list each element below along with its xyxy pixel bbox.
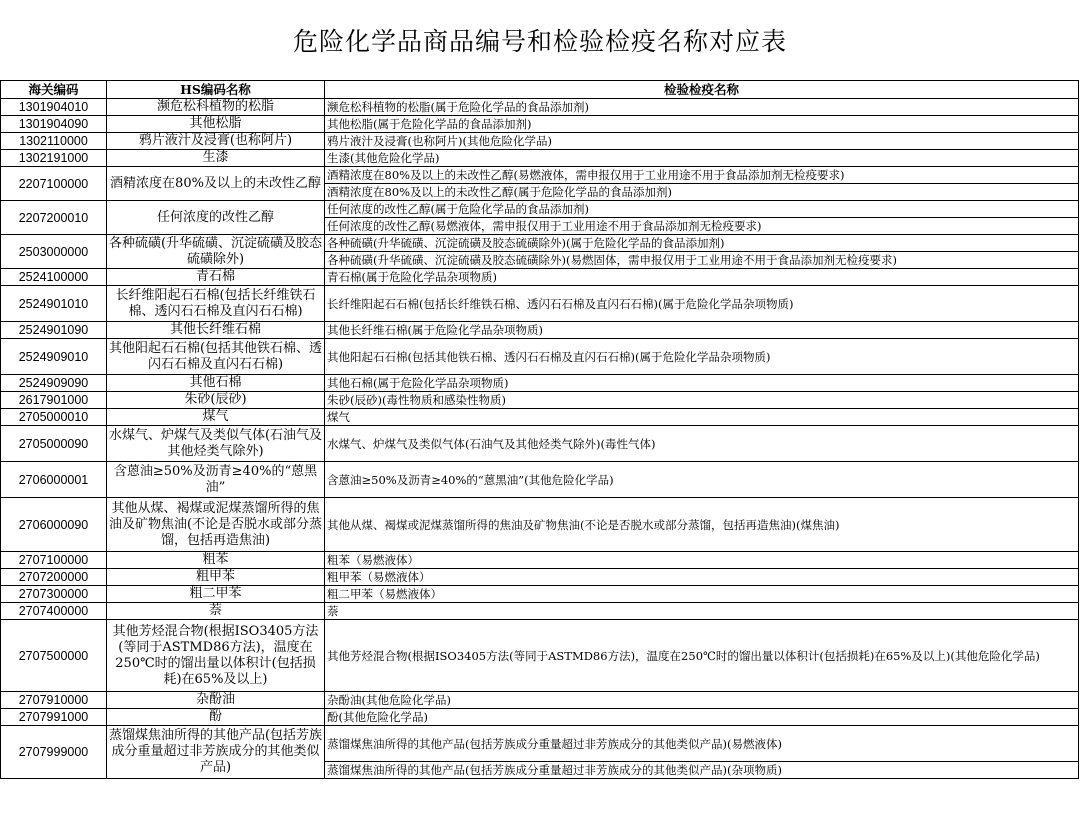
column-header-hs-name: HS编码名称 [107,81,325,99]
column-header-code: 海关编码 [1,81,107,99]
customs-code-cell: 1301904090 [1,116,107,133]
inspection-name-cell: 任何浓度的改性乙醇(属于危险化学品的食品添加剂) [325,201,1079,218]
hs-name-cell: 其他石棉 [107,375,325,392]
hs-name-cell: 酒精浓度在80%及以上的未改性乙醇 [107,167,325,201]
inspection-name-cell: 朱砂(辰砂)(毒性物质和感染性物质) [325,392,1079,409]
hs-name-cell: 濒危松科植物的松脂 [107,99,325,116]
inspection-name-cell: 粗二甲苯（易燃液体） [325,586,1079,603]
hs-name-cell: 长纤维阳起石石棉(包括长纤维铁石棉、透闪石石棉及直闪石石棉) [107,286,325,322]
hs-name-cell: 粗二甲苯 [107,586,325,603]
inspection-name-cell: 萘 [325,603,1079,620]
table-row [1,552,1079,569]
hs-name-cell: 蒸馏煤焦油所得的其他产品(包括芳族成分重量超过非芳族成分的其他类似产品) [107,726,325,779]
inspection-name-cell: 酒精浓度在80%及以上的未改性乙醇(属于危险化学品的食品添加剂) [325,184,1079,201]
customs-code-cell: 2207100000 [1,167,107,201]
inspection-name-cell: 酒精浓度在80%及以上的未改性乙醇(易燃液体，需申报仅用于工业用途不用于食品添加剂无检疫要求) [325,167,1079,184]
customs-code-cell: 2617901000 [1,392,107,409]
inspection-name-cell: 长纤维阳起石石棉(包括长纤维铁石棉、透闪石石棉及直闪石石棉)(属于危险化学品杂项物质) [325,286,1079,322]
inspection-name-cell: 其他松脂(属于危险化学品的食品添加剂) [325,116,1079,133]
customs-code-cell: 2706000090 [1,498,107,552]
inspection-name-cell: 其他石棉(属于危险化学品杂项物质) [325,375,1079,392]
table-row [1,426,1079,462]
inspection-name-cell: 酚(其他危险化学品) [325,709,1079,726]
customs-code-cell: 2524901010 [1,286,107,322]
inspection-name-cell: 各种硫磺(升华硫磺、沉淀硫磺及胶态硫磺除外)(属于危险化学品的食品添加剂) [325,235,1079,252]
customs-code-cell: 2705000090 [1,426,107,462]
table-row [1,286,1079,322]
hs-name-cell: 煤气 [107,409,325,426]
inspection-name-cell: 青石棉(属于危险化学品杂项物质) [325,269,1079,286]
customs-code-cell: 1302191000 [1,150,107,167]
hs-name-cell: 各种硫磺(升华硫磺、沉淀硫磺及胶态硫磺除外) [107,235,325,269]
table-row [1,322,1079,339]
hs-name-cell: 酚 [107,709,325,726]
table-header-row [1,81,1079,99]
inspection-name-cell: 水煤气、炉煤气及类似气体(石油气及其他烃类气除外)(毒性气体) [325,426,1079,462]
table-row [1,392,1079,409]
customs-code-cell: 2524909090 [1,375,107,392]
inspection-name-cell: 各种硫磺(升华硫磺、沉淀硫磺及胶态硫磺除外)(易燃固体，需申报仅用于工业用途不用于食品添加剂无检疫要求) [325,252,1079,269]
table-row [1,116,1079,133]
table-row [1,235,1079,252]
customs-code-cell: 2707999000 [1,726,107,779]
table-row [1,99,1079,116]
customs-code-cell: 2707200000 [1,569,107,586]
customs-code-cell: 2707300000 [1,586,107,603]
inspection-name-cell: 其他芳烃混合物(根据ISO3405方法(等同于ASTMD86方法)，温度在250℃时的馏出量以体积计(包括损耗)在65%及以上)(其他危险化学品) [325,620,1079,692]
inspection-name-cell: 其他从煤、褐煤或泥煤蒸馏所得的焦油及矿物焦油(不论是否脱水或部分蒸馏，包括再造焦油)(煤焦油) [325,498,1079,552]
page-title: 危险化学品商品编号和检验检疫名称对应表 [292,27,787,56]
hs-name-cell: 萘 [107,603,325,620]
table-row [1,462,1079,498]
inspection-name-cell: 其他阳起石石棉(包括其他铁石棉、透闪石石棉及直闪石石棉)(属于危险化学品杂项物质) [325,339,1079,375]
customs-code-cell: 2503000000 [1,235,107,269]
table-row [1,569,1079,586]
hs-name-cell: 粗苯 [107,552,325,569]
table-body [1,99,1079,779]
customs-code-cell: 2705000010 [1,409,107,426]
table-row [1,269,1079,286]
hs-name-cell: 其他松脂 [107,116,325,133]
table-row [1,620,1079,692]
table-row [1,133,1079,150]
table-row [1,709,1079,726]
hs-name-cell: 粗甲苯 [107,569,325,586]
inspection-name-cell: 煤气 [325,409,1079,426]
column-header-inspection-name: 检验检疫名称 [325,81,1079,99]
hs-name-cell: 其他阳起石石棉(包括其他铁石棉、透闪石石棉及直闪石石棉) [107,339,325,375]
inspection-name-cell: 其他长纤维石棉(属于危险化学品杂项物质) [325,322,1079,339]
hs-name-cell: 杂酚油 [107,692,325,709]
table-row [1,375,1079,392]
customs-code-cell: 2524909010 [1,339,107,375]
inspection-name-cell: 粗苯（易燃液体） [325,552,1079,569]
inspection-name-cell: 任何浓度的改性乙醇(易燃液体，需申报仅用于工业用途不用于食品添加剂无检疫要求) [325,218,1079,235]
customs-code-cell: 2707910000 [1,692,107,709]
customs-code-cell: 1301904010 [1,99,107,116]
inspection-name-cell: 含蒽油≥50%及沥青≥40%的“蒽黑油”(其他危险化学品) [325,462,1079,498]
hs-name-cell: 含蒽油≥50%及沥青≥40%的“蒽黑油” [107,462,325,498]
hs-name-cell: 生漆 [107,150,325,167]
inspection-name-cell: 粗甲苯（易燃液体） [325,569,1079,586]
table-row [1,339,1079,375]
inspection-name-cell: 杂酚油(其他危险化学品) [325,692,1079,709]
inspection-name-cell: 生漆(其他危险化学品) [325,150,1079,167]
hazardous-chemicals-table [0,80,1079,779]
table-row [1,692,1079,709]
table-row [1,726,1079,762]
table-row [1,167,1079,184]
table-row [1,150,1079,167]
hs-name-cell: 朱砂(辰砂) [107,392,325,409]
hs-name-cell: 其他从煤、褐煤或泥煤蒸馏所得的焦油及矿物焦油(不论是否脱水或部分蒸馏，包括再造焦油) [107,498,325,552]
hs-name-cell: 青石棉 [107,269,325,286]
table-row [1,498,1079,552]
table-row [1,201,1079,218]
hs-name-cell: 水煤气、炉煤气及类似气体(石油气及其他烃类气除外) [107,426,325,462]
table-row [1,603,1079,620]
customs-code-cell: 2707500000 [1,620,107,692]
inspection-name-cell: 蒸馏煤焦油所得的其他产品(包括芳族成分重量超过非芳族成分的其他类似产品)(杂项物质) [325,762,1079,779]
inspection-name-cell: 濒危松科植物的松脂(属于危险化学品的食品添加剂) [325,99,1079,116]
inspection-name-cell: 蒸馏煤焦油所得的其他产品(包括芳族成分重量超过非芳族成分的其他类似产品)(易燃液体) [325,726,1079,762]
table-row [1,586,1079,603]
hs-name-cell: 任何浓度的改性乙醇 [107,201,325,235]
customs-code-cell: 2524100000 [1,269,107,286]
customs-code-cell: 2207200010 [1,201,107,235]
hs-name-cell: 鸦片液汁及浸膏(也称阿片) [107,133,325,150]
table-row [1,409,1079,426]
inspection-name-cell: 鸦片液汁及浸膏(也称阿片)(其他危险化学品) [325,133,1079,150]
customs-code-cell: 2707100000 [1,552,107,569]
customs-code-cell: 2706000001 [1,462,107,498]
hs-name-cell: 其他长纤维石棉 [107,322,325,339]
customs-code-cell: 2707991000 [1,709,107,726]
customs-code-cell: 1302110000 [1,133,107,150]
hs-name-cell: 其他芳烃混合物(根据ISO3405方法(等同于ASTMD86方法)，温度在250℃时的馏出量以体积计(包括损耗)在65%及以上) [107,620,325,692]
customs-code-cell: 2707400000 [1,603,107,620]
customs-code-cell: 2524901090 [1,322,107,339]
